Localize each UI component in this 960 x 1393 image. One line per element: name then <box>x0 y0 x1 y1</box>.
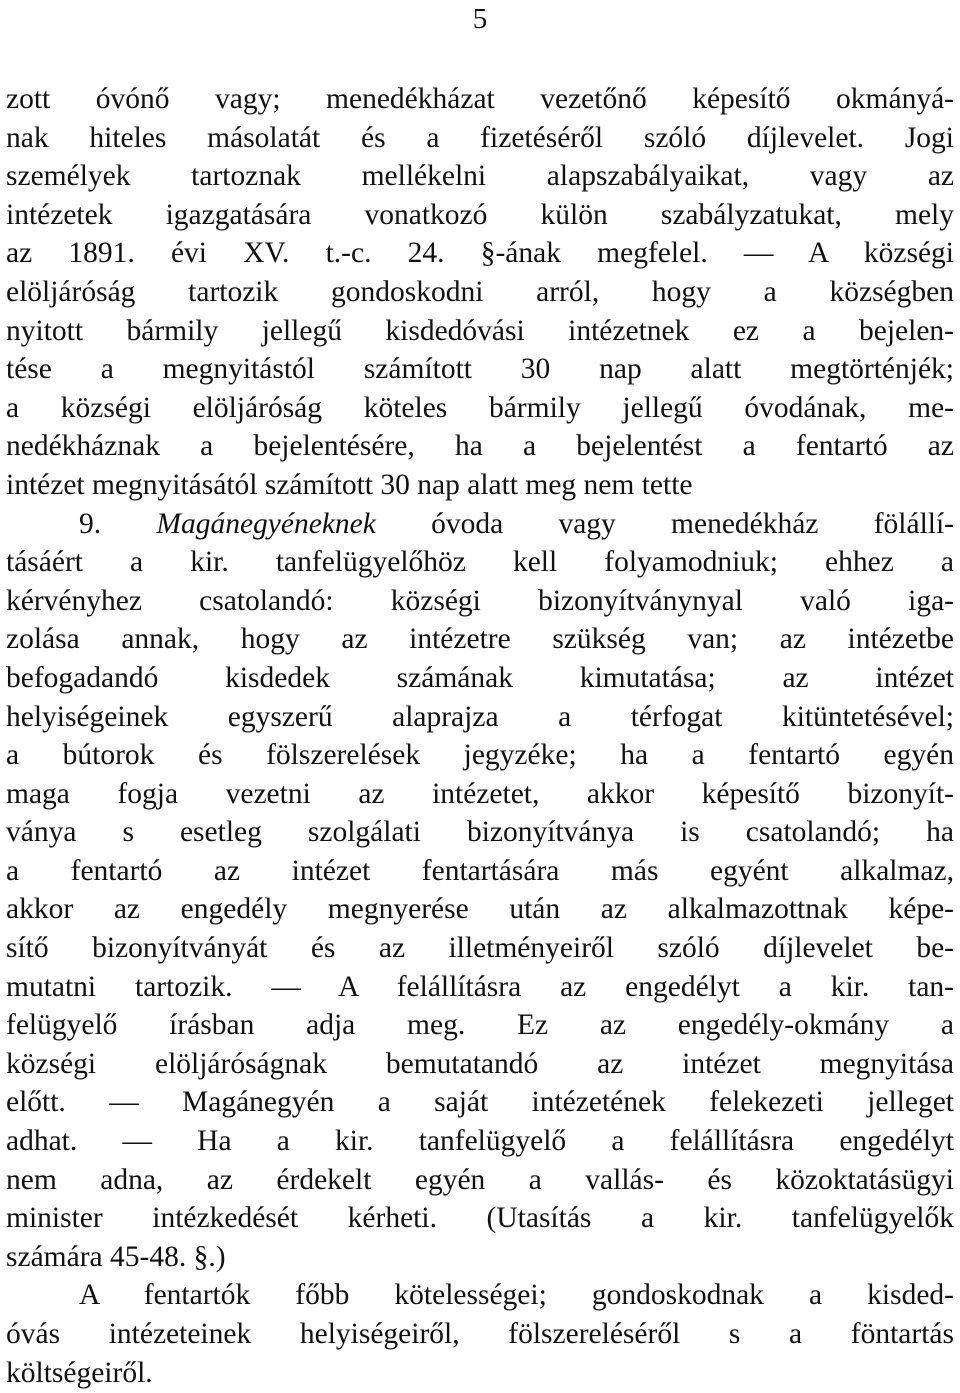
text-line: nyitott bármily jellegű kisdedóvási intézetnek ez a bejelen- <box>6 314 954 347</box>
text-line: a fentartó az intézet fentartására más egyént alkalmaz, <box>6 854 954 887</box>
page-number: 5 <box>472 3 488 35</box>
text-line: mutatni tartozik. — A felállításra az engedélyt a kir. tan- <box>6 970 954 1003</box>
text-line: kérvényhez csatolandó: községi bizonyítványnyal való iga- <box>6 584 954 617</box>
text-line: nedékháznak a bejelentésére, ha a bejelentést a fentartó az <box>6 430 954 463</box>
section-9-italic-word: Magánegyéneknek <box>156 507 376 540</box>
text-line: adhat. — Ha a kir. tanfelügyelő a felállításra engedélyt <box>6 1125 954 1158</box>
text-line: A fentartók főbb kötelességei; gondoskodnak a kisded- <box>79 1279 954 1312</box>
text-line: akkor az engedély megnyerése után az alkalmazottnak képe- <box>6 893 954 926</box>
text-line: intézet megnyitásától számított 30 nap alatt meg nem tette <box>6 468 693 501</box>
text-line: ványa s esetleg szolgálati bizonyítványa is csatolandó; ha <box>6 816 954 849</box>
section-9-heading-line <box>6 505 954 544</box>
section-9-line-rest: óvoda vagy menedékház fölállí- <box>431 507 954 540</box>
text-line: a bútorok és fölszerelések jegyzéke; ha a fentartó egyén <box>6 739 954 772</box>
text-line: községi elöljáróságnak bemutatandó az intézet megnyitása <box>6 1047 954 1080</box>
text-line: óvás intézeteinek helyiségeiről, fölszereléséről s a föntartás <box>6 1318 954 1350</box>
text-line: intézetek igazgatására vonatkozó külön szabályzatukat, mely <box>6 198 954 231</box>
text-line: maga fogja vezetni az intézetet, akkor képesítő bizonyít- <box>6 777 954 810</box>
text-line: tése a megnyitástól számított 30 nap alatt megtörténjék; <box>6 353 954 386</box>
text-line: zott óvónő vagy; menedékházat vezetőnő képesítő okmányá- <box>6 83 954 115</box>
body-text <box>6 80 954 1392</box>
section-9-number: 9. <box>79 507 102 540</box>
text-line: előtt. — Magánegyén a saját intézetének felekezeti jelleget <box>6 1086 954 1119</box>
text-line: személyek tartoznak mellékelni alapszabályaikat, vagy az <box>6 160 954 193</box>
text-line: sítő bizonyítványát és az illetményeiről szóló díjlevelet be- <box>6 932 954 965</box>
text-line: tásáért a kir. tanfelügyelőhöz kell folyamodniuk; ehhez a <box>6 546 954 579</box>
text-line: minister intézkedését kérheti. (Utasítás a kir. tanfelügyelők <box>6 1202 954 1235</box>
text-line: elöljáróság tartozik gondoskodni arról, hogy a községben <box>6 275 954 308</box>
text-line: az 1891. évi XV. t.-c. 24. §-ának megfelel. — A községi <box>6 237 954 270</box>
text-line: a községi elöljáróság köteles bármily jellegű óvodának, me- <box>6 391 954 424</box>
text-line: befogadandó kisdedek számának kimutatása; az intézet <box>6 661 954 694</box>
text-line: nem adna, az érdekelt egyén a vallás- és közoktatásügyi <box>6 1163 954 1196</box>
text-line: számára 45-48. §.) <box>6 1240 226 1273</box>
text-line: helyiségeinek egyszerű alaprajza a térfogat kitüntetésével; <box>6 700 954 733</box>
text-line: költségeiről. <box>6 1356 153 1389</box>
text-line: felügyelő írásban adja meg. Ez az engedély-okmány a <box>6 1009 954 1042</box>
text-line: nak hiteles másolatát és a fizetéséről szóló díjlevelet. Jogi <box>6 121 954 154</box>
text-line: zolása annak, hogy az intézetre szükség van; az intézetbe <box>6 623 954 656</box>
